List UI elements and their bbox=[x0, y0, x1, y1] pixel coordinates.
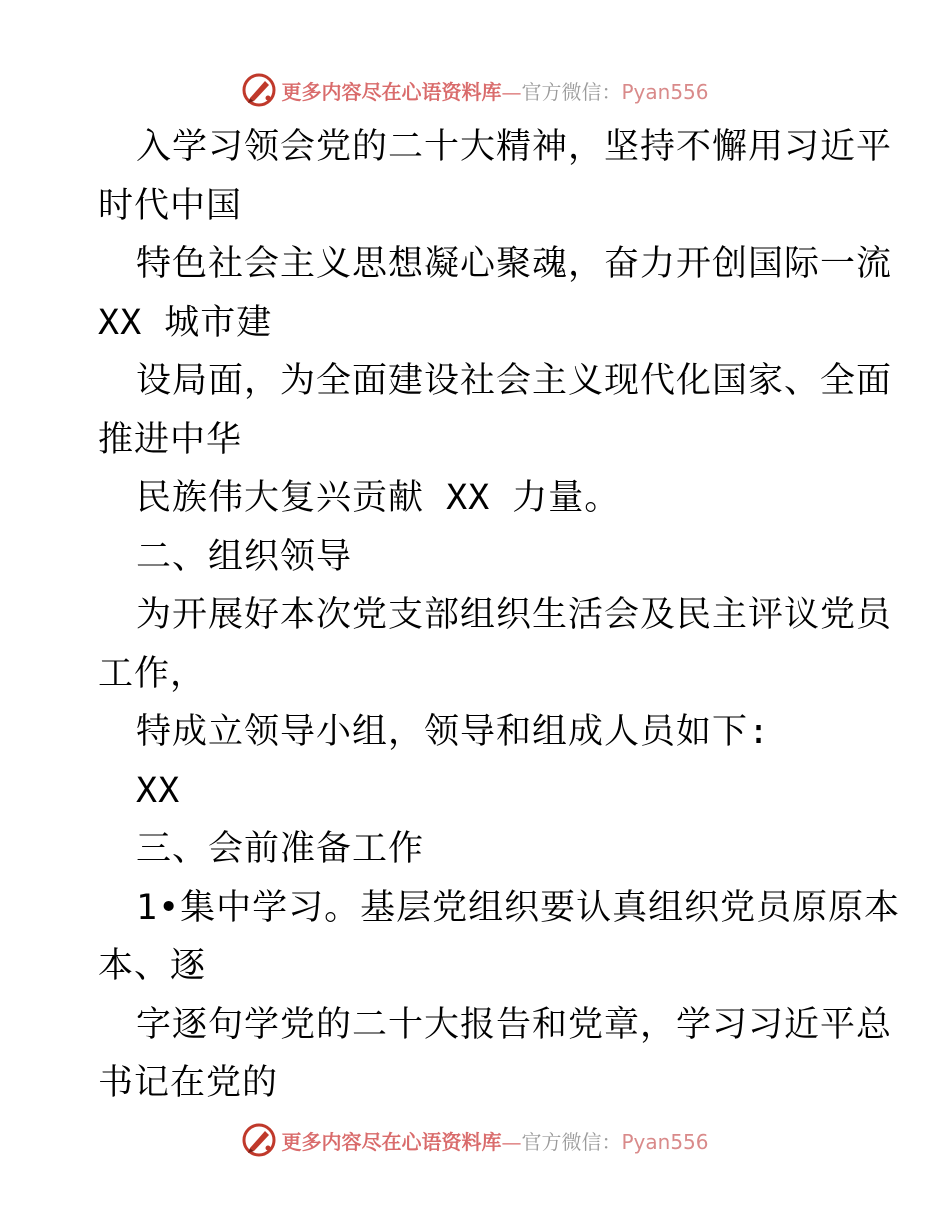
header-watermark bbox=[0, 70, 950, 110]
pen-circle-logo-icon bbox=[241, 1122, 277, 1158]
watermark-wechat-id: Pyan556 bbox=[621, 79, 709, 104]
watermark-separator: — bbox=[501, 1129, 522, 1154]
text-line: 为开展好本次党支部组织生活会及民主评议党员 bbox=[136, 595, 893, 635]
watermark-wechat-id: Pyan556 bbox=[621, 1129, 709, 1154]
watermark-brand: 更多内容尽在心语资料库 bbox=[281, 1129, 502, 1154]
text-line: 本、逐 bbox=[98, 946, 207, 986]
text-line: 字逐句学党的二十大报告和党章，学习习近平总 bbox=[136, 1004, 893, 1045]
pen-circle-logo-icon bbox=[241, 72, 277, 108]
watermark-text bbox=[281, 1126, 708, 1155]
text-line: XX 城市建 bbox=[98, 302, 273, 343]
section-heading: 三、会前准备工作 bbox=[136, 829, 425, 869]
text-line: 入学习领会党的二十大精神，坚持不懈用习近平 bbox=[136, 127, 893, 167]
text-line: 工作， bbox=[98, 653, 207, 694]
text-line: 推进中华 bbox=[98, 419, 243, 460]
watermark-brand: 更多内容尽在心语资料库 bbox=[281, 79, 502, 104]
watermark-wechat-label: 官方微信： bbox=[521, 79, 622, 104]
footer-watermark bbox=[0, 1120, 950, 1160]
text-line: 时代中国 bbox=[98, 185, 243, 226]
watermark-separator: — bbox=[501, 79, 522, 104]
text-line: 书记在党的 bbox=[98, 1063, 279, 1103]
watermark-text bbox=[281, 76, 708, 105]
text-line: 特色社会主义思想凝心聚魂，奋力开创国际一流 bbox=[136, 244, 893, 284]
text-line: XX bbox=[136, 770, 181, 811]
section-heading: 二、组织领导 bbox=[136, 536, 353, 577]
text-line: 民族伟大复兴贡献 XX 力量。 bbox=[136, 478, 621, 518]
text-line: 特成立领导小组，领导和组成人员如下: bbox=[136, 712, 771, 752]
watermark-wechat-label: 官方微信： bbox=[521, 1129, 622, 1154]
text-line: 1•集中学习。基层党组织要认真组织党员原原本 bbox=[136, 887, 901, 928]
document-body bbox=[98, 118, 901, 1113]
text-line: 设局面，为全面建设社会主义现代化国家、全面 bbox=[136, 361, 893, 401]
